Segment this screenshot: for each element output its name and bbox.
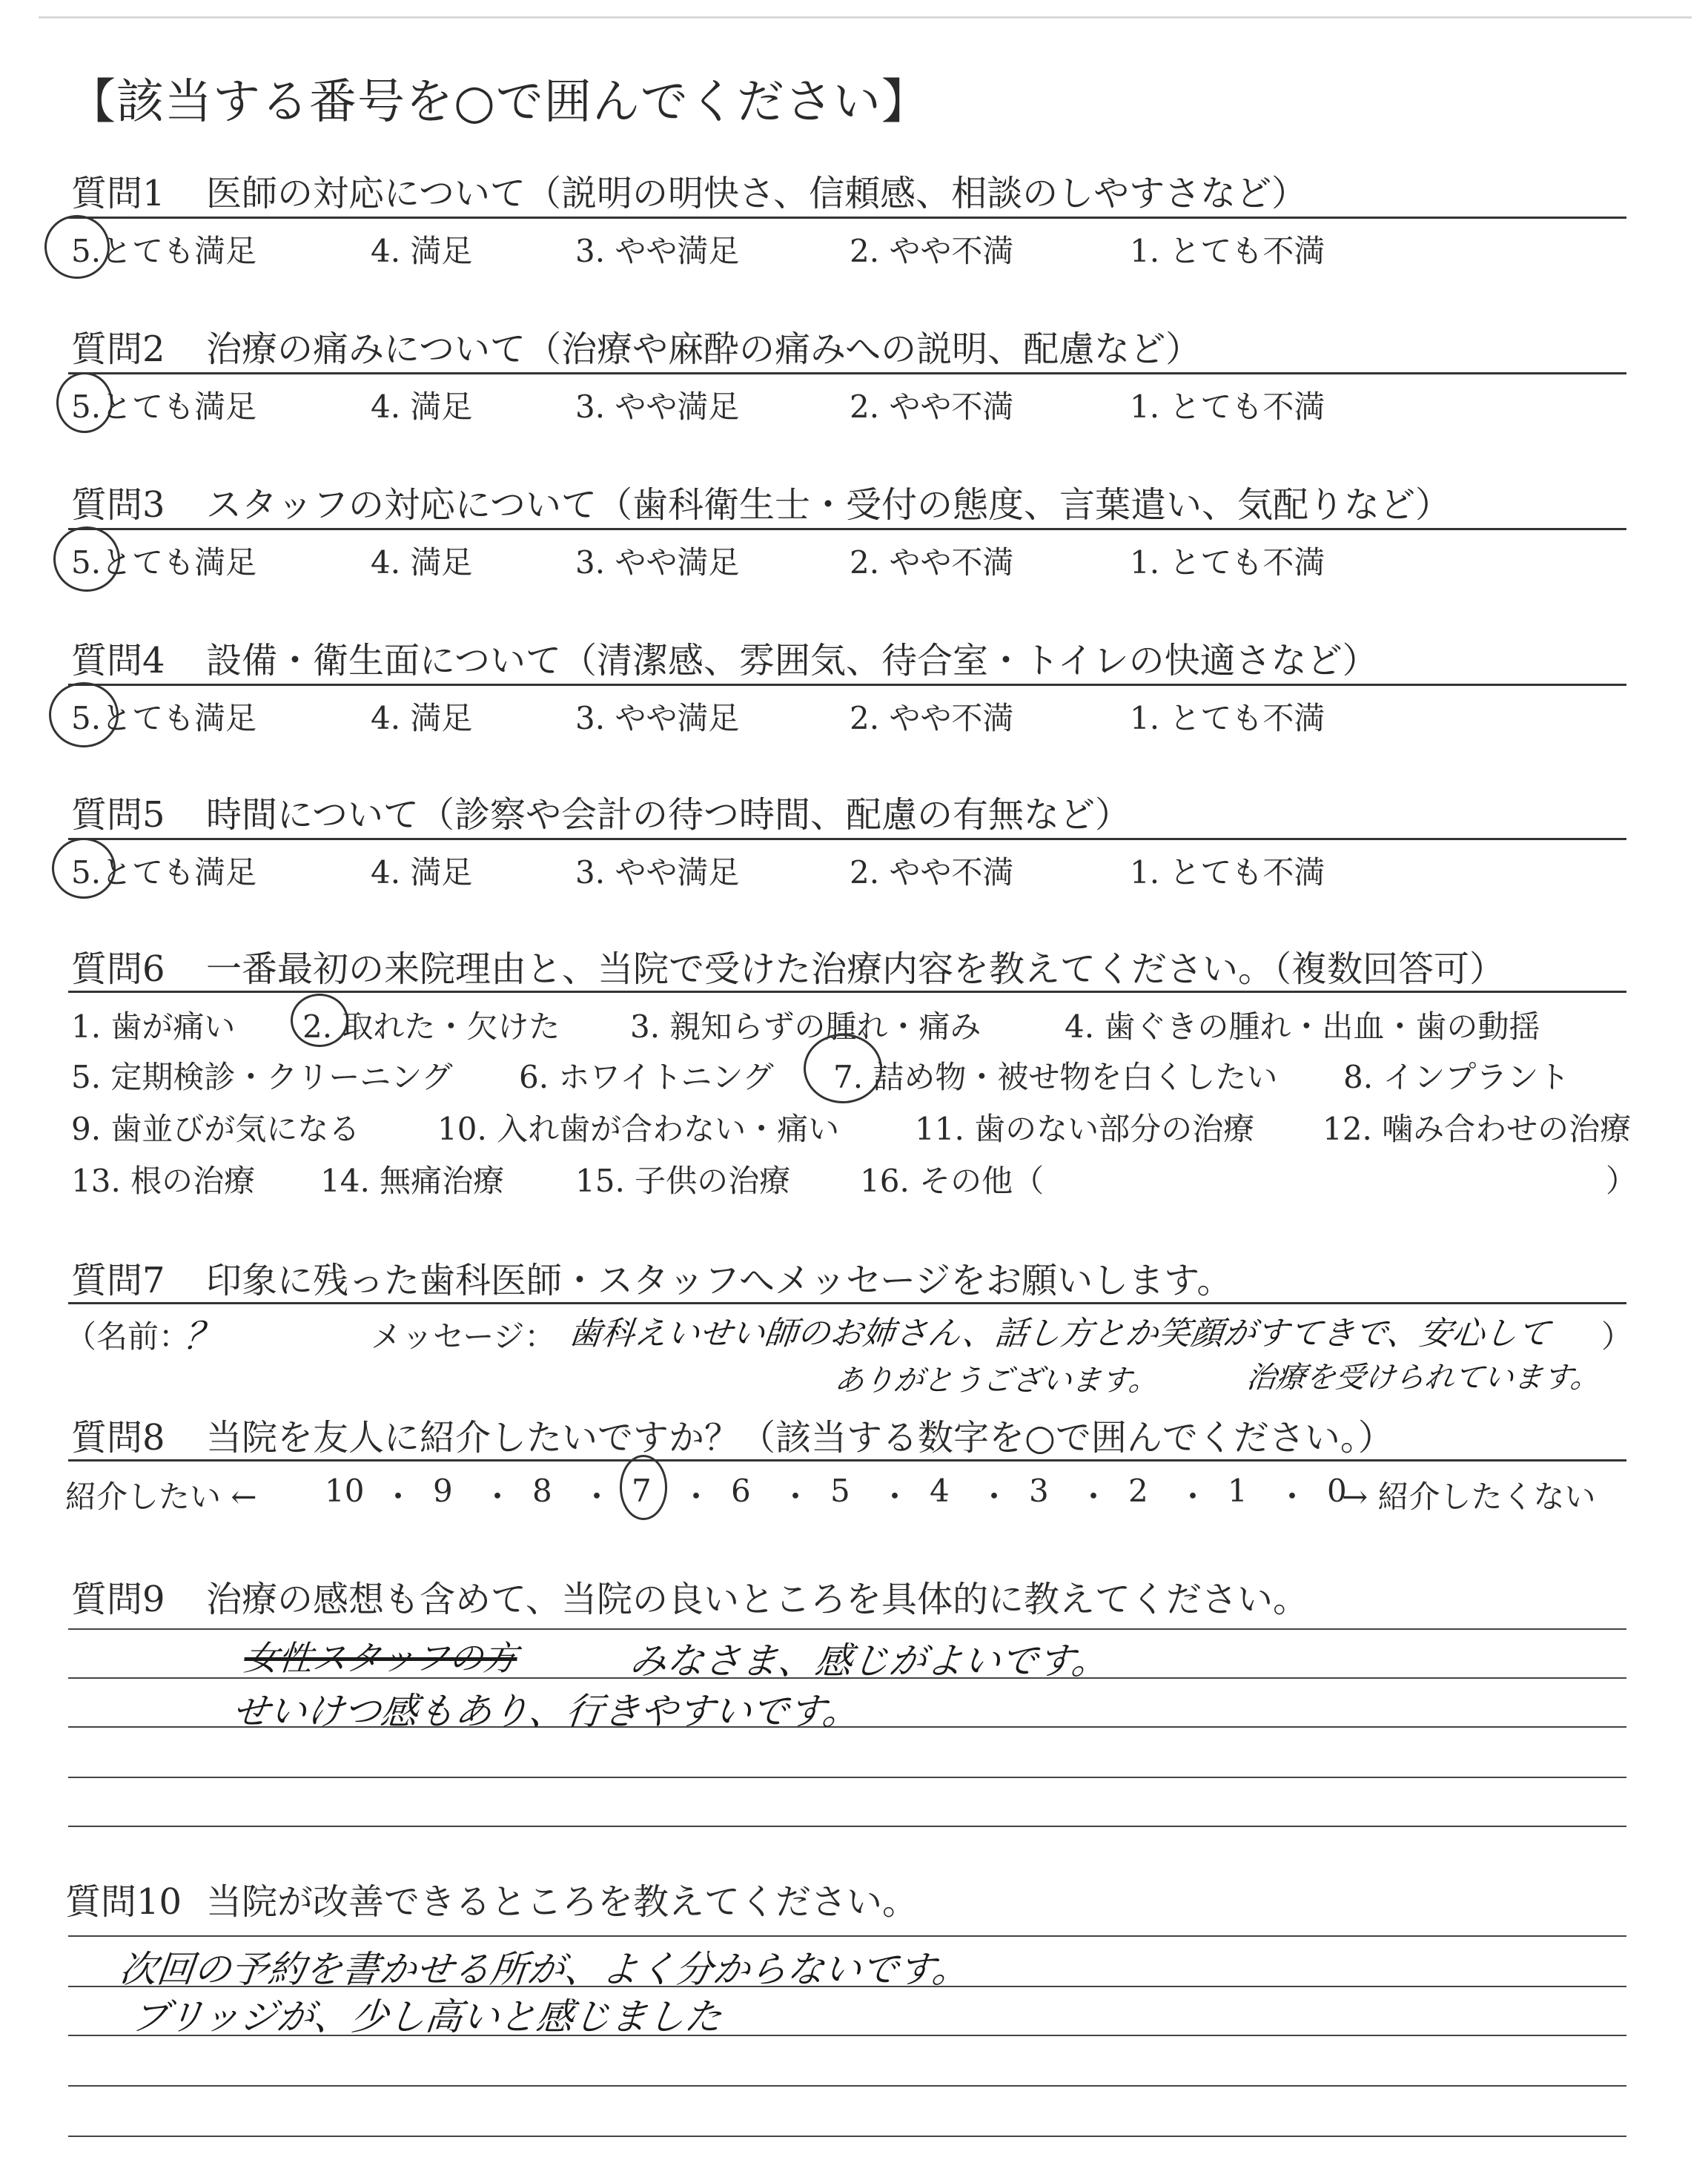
q9-answer-line2[interactable]: せいけつ感もあり、行きやすいです。 — [230, 1690, 862, 1733]
q6-option-15[interactable]: 15. 子供の治療 — [575, 1163, 791, 1199]
q8-scale-separator: ・ — [1078, 1479, 1110, 1515]
q3-text: スタッフの対応について（歯科衛生士・受付の態度、言葉遣い、気配りなど） — [206, 484, 1452, 526]
q8-scale-separator: ・ — [1277, 1479, 1308, 1515]
q10-answer-line1[interactable]: 次回の予約を書かせる所が、よく分からないです。 — [117, 1948, 972, 1991]
q5-option-3[interactable]: 3. やや満足 — [575, 854, 740, 891]
q9-line-5 — [68, 1826, 1626, 1827]
q8-label: 質問8 — [71, 1417, 165, 1459]
q8-text: 当院を友人に紹介したいですか？（該当する数字を○で囲んでください。） — [206, 1417, 1394, 1459]
q8-scale-separator: ・ — [383, 1479, 414, 1515]
q6-rule — [68, 991, 1626, 993]
q8-scale-separator: ・ — [1177, 1479, 1209, 1515]
q6-option-16-close: ） — [1606, 1163, 1638, 1199]
q9-answer-struck: 女性スタッフの方 — [242, 1638, 520, 1678]
q9-line-4 — [68, 1777, 1626, 1778]
q8-scale-6[interactable]: 6 — [731, 1473, 751, 1509]
q1-label: 質問1 — [71, 173, 165, 214]
q2-option-3[interactable]: 3. やや満足 — [575, 389, 740, 425]
q6-option-11[interactable]: 11. 歯のない部分の治療 — [915, 1111, 1255, 1147]
top-border — [39, 16, 1692, 19]
q1-text: 医師の対応について（説明の明快さ、信頼感、相談のしやすさなど） — [206, 173, 1308, 214]
q8-scale-3[interactable]: 3 — [1029, 1473, 1049, 1509]
q10-line-4 — [68, 2085, 1626, 2087]
q8-rule — [68, 1459, 1626, 1462]
q8-scale-4[interactable]: 4 — [930, 1473, 950, 1509]
q10-answer-line2[interactable]: ブリッジが、少し高いと感じました — [129, 1995, 724, 2038]
q4-option-4[interactable]: 4. 満足 — [371, 700, 473, 736]
q6-option-9[interactable]: 9. 歯並びが気になる — [71, 1111, 360, 1147]
q2-rule — [68, 372, 1626, 374]
q2-option-4[interactable]: 4. 満足 — [371, 389, 473, 425]
q8-scale-10[interactable]: 10 — [325, 1473, 365, 1509]
q6-option-1[interactable]: 1. 歯が痛い — [71, 1008, 236, 1045]
q5-text: 時間について（診察や会計の待つ時間、配慮の有無など） — [206, 794, 1131, 836]
q9-answer-line1[interactable]: みなさま、感じがよいです。 — [627, 1639, 1111, 1682]
q4-option-2[interactable]: 2. やや不満 — [850, 700, 1014, 736]
q8-scale-5[interactable]: 5 — [830, 1473, 850, 1509]
q8-scale-2[interactable]: 2 — [1128, 1473, 1148, 1509]
q1-rule — [68, 217, 1626, 219]
q7-message-line2b[interactable]: 治療を受けられています。 — [1245, 1361, 1602, 1395]
q3-option-5[interactable]: 5.とても満足 — [71, 544, 257, 581]
q4-text: 設備・衛生面について（清潔感、雰囲気、待合室・トイレの快適さなど） — [206, 640, 1378, 681]
q3-option-1[interactable]: 1. とても不満 — [1130, 544, 1325, 581]
q4-label: 質問4 — [71, 640, 165, 681]
q4-rule — [68, 684, 1626, 686]
q1-option-2[interactable]: 2. やや不満 — [850, 233, 1014, 269]
q2-option-5[interactable]: 5.とても満足 — [71, 389, 257, 425]
q6-text: 一番最初の来院理由と、当院で受けた治療内容を教えてください。（複数回答可） — [206, 948, 1506, 990]
q7-message-label: メッセージ： — [371, 1318, 556, 1355]
q6-option-16[interactable]: 16. その他（ — [860, 1163, 1045, 1199]
q8-scale-separator: ・ — [879, 1479, 911, 1515]
q8-scale-9[interactable]: 9 — [433, 1473, 453, 1509]
page-title: 【該当する番号を○で囲んでください】 — [68, 75, 930, 130]
q9-label: 質問9 — [71, 1579, 165, 1620]
q1-option-4[interactable]: 4. 満足 — [371, 233, 473, 269]
q8-scale-separator: ・ — [681, 1479, 712, 1515]
q3-rule — [68, 528, 1626, 530]
q8-right-label: → 紹介したくない — [1342, 1479, 1596, 1515]
q7-message-line1[interactable]: 歯科えいせい師のお姉さん、話し方とか笑顔がすてきで、安心して — [566, 1315, 1552, 1353]
q6-option-13[interactable]: 13. 根の治療 — [71, 1163, 256, 1199]
q5-option-4[interactable]: 4. 満足 — [371, 854, 473, 891]
q7-message-line2a[interactable]: ありがとうございます。 — [833, 1364, 1160, 1398]
q8-scale-8[interactable]: 8 — [532, 1473, 552, 1509]
q5-rule — [68, 838, 1626, 840]
q6-option-2[interactable]: 2. 取れた・欠けた — [302, 1008, 560, 1045]
q3-option-2[interactable]: 2. やや不満 — [850, 544, 1014, 581]
q7-label: 質問7 — [71, 1260, 165, 1301]
q5-label: 質問5 — [71, 794, 165, 836]
q2-option-1[interactable]: 1. とても不満 — [1130, 389, 1325, 425]
q6-option-8[interactable]: 8. インプラント — [1343, 1059, 1570, 1095]
q10-line-1 — [68, 1935, 1626, 1937]
q2-option-2[interactable]: 2. やや不満 — [850, 389, 1014, 425]
q6-option-12[interactable]: 12. 噛み合わせの治療 — [1323, 1111, 1632, 1147]
q8-scale-0[interactable]: 0 — [1327, 1473, 1347, 1509]
q4-option-3[interactable]: 3. やや満足 — [575, 700, 740, 736]
q1-option-5[interactable]: 5.とても満足 — [71, 233, 257, 269]
q7-name-value[interactable]: ？ — [181, 1315, 223, 1358]
q8-scale-7[interactable]: 7 — [632, 1473, 652, 1509]
q5-option-5[interactable]: 5.とても満足 — [71, 854, 257, 891]
q10-line-5 — [68, 2136, 1626, 2137]
q7-name-label: （名前： — [65, 1318, 191, 1355]
q10-label: 質問10 — [65, 1881, 182, 1923]
q2-label: 質問2 — [71, 328, 165, 370]
q7-rule — [68, 1302, 1626, 1304]
q2-text: 治療の痛みについて（治療や麻酔の痛みへの説明、配慮など） — [206, 328, 1202, 370]
q7-close-paren: ） — [1601, 1318, 1633, 1355]
q6-option-5[interactable]: 5. 定期検診・クリーニング — [71, 1059, 453, 1095]
q8-scale-separator: ・ — [780, 1479, 812, 1515]
q10-text: 当院が改善できるところを教えてください。 — [206, 1881, 918, 1923]
q9-text: 治療の感想も含めて、当院の良いところを具体的に教えてください。 — [206, 1579, 1309, 1620]
q5-option-1[interactable]: 1. とても不満 — [1130, 854, 1325, 891]
q4-option-5[interactable]: 5.とても満足 — [71, 700, 257, 736]
q1-option-3[interactable]: 3. やや満足 — [575, 233, 740, 269]
q6-option-14[interactable]: 14. 無痛治療 — [320, 1163, 505, 1199]
q7-text: 印象に残った歯科医師・スタッフへメッセージをお願いします。 — [206, 1260, 1233, 1301]
q8-scale-separator: ・ — [482, 1479, 514, 1515]
q8-left-label: 紹介したい ← — [65, 1479, 257, 1515]
q3-label: 質問3 — [71, 484, 165, 526]
q6-option-7[interactable]: 7. 詰め物・被せ物を白くしたい — [833, 1059, 1278, 1095]
q9-line-1 — [68, 1628, 1626, 1630]
q6-option-4[interactable]: 4. 歯ぐきの腫れ・出血・歯の動揺 — [1065, 1008, 1540, 1045]
q5-option-2[interactable]: 2. やや不満 — [850, 854, 1014, 891]
q1-option-1[interactable]: 1. とても不満 — [1130, 233, 1325, 269]
q8-scale-separator: ・ — [979, 1479, 1010, 1515]
q8-scale-separator: ・ — [581, 1479, 613, 1515]
q4-option-1[interactable]: 1. とても不満 — [1130, 700, 1325, 736]
q6-option-10[interactable]: 10. 入れ歯が合わない・痛い — [437, 1111, 840, 1147]
q6-option-3[interactable]: 3. 親知らずの腫れ・痛み — [630, 1008, 982, 1045]
q3-option-4[interactable]: 4. 満足 — [371, 544, 473, 581]
q6-label: 質問6 — [71, 948, 165, 990]
q3-option-3[interactable]: 3. やや満足 — [575, 544, 740, 581]
q8-scale-1[interactable]: 1 — [1228, 1473, 1248, 1509]
q6-option-6[interactable]: 6. ホワイトニング — [519, 1059, 774, 1095]
